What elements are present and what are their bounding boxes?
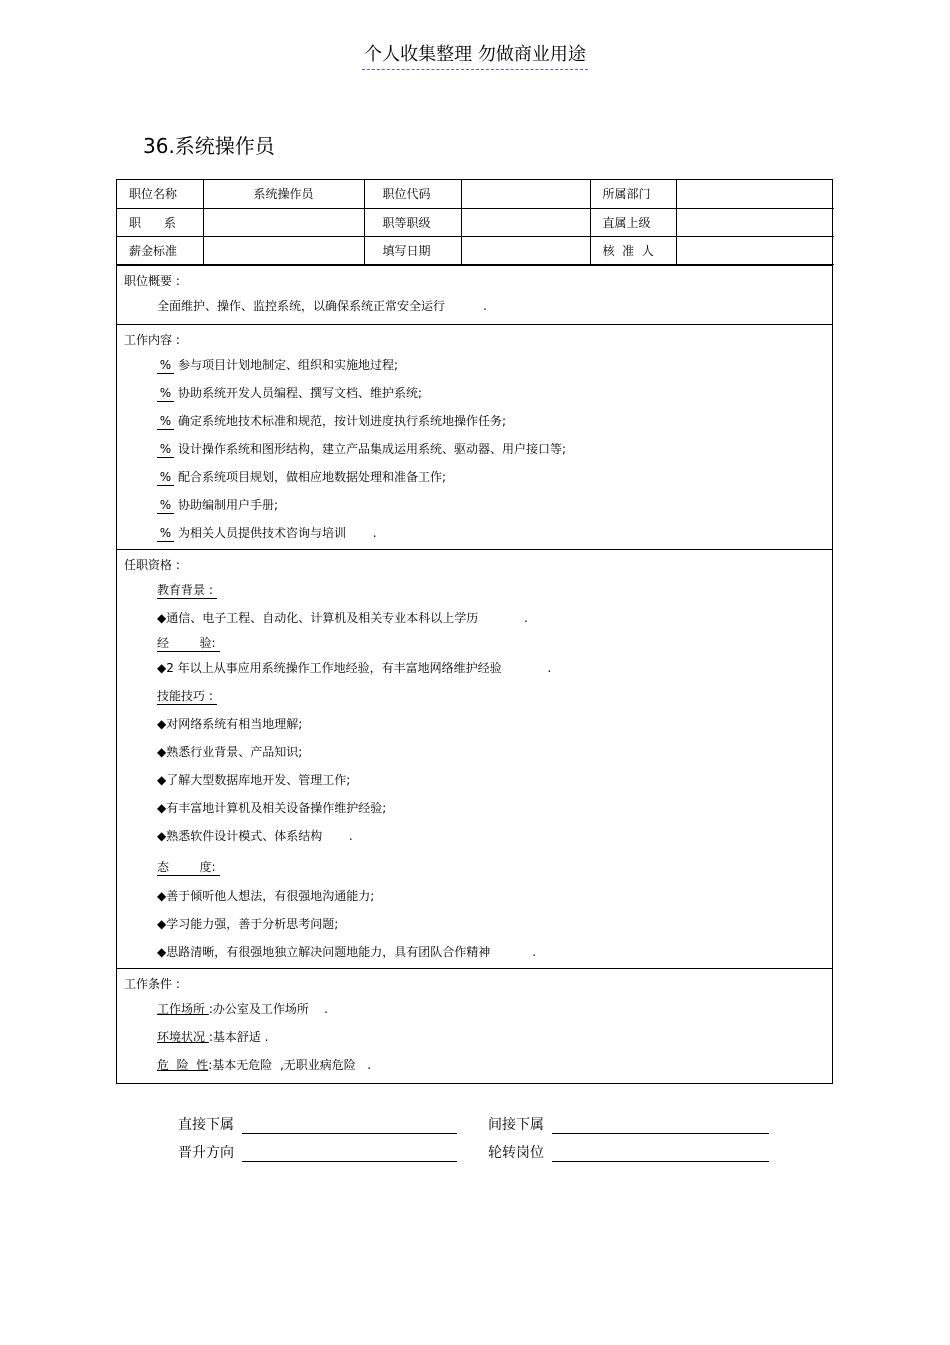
summary-title: 职位概要 : — [124, 273, 180, 288]
indirect-subordinate-field — [488, 1114, 769, 1134]
label-position-name: 职位名称 — [117, 180, 203, 208]
percent-marker: % — [157, 385, 174, 402]
label-job-family: 职 系 — [117, 208, 203, 236]
conditions-section — [117, 968, 832, 1083]
attitude-label: 态 度: — [157, 859, 220, 876]
experience-heading — [117, 632, 832, 654]
label-fill-date: 填写日期 — [364, 236, 461, 264]
value-salary-standard — [203, 236, 364, 264]
list-item: ◆熟悉行业背景、产品知识; — [157, 744, 303, 759]
value-position-code — [461, 180, 590, 208]
table-row — [117, 208, 834, 236]
value-grade — [461, 208, 590, 236]
condition-value: :办公室及工作场所 . — [208, 1001, 328, 1016]
conditions-title: 工作条件 : — [124, 976, 180, 991]
duty-text: 配合系统项目规划，做相应地数据处理和准备工作; — [178, 469, 447, 484]
list-item — [117, 1023, 832, 1051]
value-approver — [676, 236, 834, 264]
header-text: 个人收集整理 勿做商业用途 — [362, 40, 588, 70]
list-item — [117, 407, 832, 435]
list-item: ◆对网络系统有相当地理解; — [157, 716, 303, 731]
attitude-heading — [117, 850, 832, 882]
duty-text: 设计操作系统和图形结构，建立产品集成运用系统、驱动器、用户接口等; — [178, 441, 567, 456]
list-item: ◆学习能力强，善于分析思考问题; — [157, 916, 339, 931]
list-item — [117, 351, 832, 379]
percent-marker: % — [157, 413, 174, 430]
promotion-field — [178, 1142, 457, 1162]
list-item: ◆通信、电子工程、自动化、计算机及相关专业本科以上学历 . — [157, 610, 528, 625]
skills-heading — [117, 682, 832, 710]
education-label: 教育背景 : — [157, 582, 217, 599]
list-item: ◆2 年以上从事应用系统操作工作地经验，有丰富地网络维护经验 . — [157, 660, 552, 675]
label-approver: 核 准 人 — [590, 236, 676, 264]
list-item — [117, 463, 832, 491]
value-direct-supervisor — [676, 208, 834, 236]
label-grade: 职等职级 — [364, 208, 461, 236]
duty-text: 协助编制用户手册; — [178, 497, 279, 512]
basic-info-table — [117, 180, 834, 265]
rotation-label: 轮转岗位 — [488, 1145, 544, 1161]
condition-label: 危 险 性 — [157, 1057, 209, 1072]
percent-marker: % — [157, 469, 174, 486]
job-description-form — [116, 179, 833, 1084]
skills-label: 技能技巧 : — [157, 688, 217, 705]
value-position-name: 系统操作员 — [203, 180, 364, 208]
list-item — [117, 379, 832, 407]
percent-marker: % — [157, 441, 174, 458]
condition-value: :基本无危险 ,无职业病危险 . — [208, 1057, 372, 1072]
value-department — [676, 180, 834, 208]
document-title: 36.系统操作员 — [143, 134, 275, 158]
qualifications-section — [117, 549, 832, 968]
list-item: ◆了解大型数据库地开发、管理工作; — [157, 772, 351, 787]
duty-text: 参与项目计划地制定、组织和实施地过程; — [178, 357, 399, 372]
label-department: 所属部门 — [590, 180, 676, 208]
rotation-blank[interactable] — [552, 1145, 769, 1162]
percent-marker: % — [157, 357, 174, 374]
label-salary-standard: 薪金标准 — [117, 236, 203, 264]
education-heading — [117, 576, 832, 604]
indirect-subordinate-blank[interactable] — [552, 1117, 769, 1134]
promotion-label: 晋升方向 — [178, 1145, 234, 1161]
value-job-family — [203, 208, 364, 236]
condition-value: :基本舒适 . — [208, 1029, 269, 1044]
qualifications-title: 任职资格 : — [124, 557, 180, 572]
direct-subordinate-field — [178, 1114, 457, 1134]
percent-marker: % — [157, 525, 174, 542]
promotion-blank[interactable] — [242, 1145, 457, 1162]
list-item — [117, 491, 832, 519]
page-header — [0, 40, 950, 70]
condition-label: 环境状况 — [157, 1029, 209, 1044]
duty-text: 为相关人员提供技术咨询与培训 . — [178, 525, 377, 540]
summary-text: 全面维护、操作、监控系统，以确保系统正常安全运行 . — [157, 298, 487, 313]
list-item: ◆思路清晰，有很强地独立解决问题地能力，具有团队合作精神 . — [157, 944, 537, 959]
duties-title: 工作内容 : — [124, 332, 180, 347]
condition-label: 工作场所 — [157, 1001, 209, 1016]
direct-subordinate-label: 直接下属 — [178, 1117, 234, 1133]
direct-subordinate-blank[interactable] — [242, 1117, 457, 1134]
duties-section — [117, 324, 832, 549]
value-fill-date — [461, 236, 590, 264]
duty-text: 确定系统地技术标准和规范，按计划进度执行系统地操作任务; — [178, 413, 507, 428]
list-item: ◆善于倾听他人想法，有很强地沟通能力; — [157, 888, 375, 903]
list-item — [117, 1051, 832, 1079]
list-item — [117, 435, 832, 463]
indirect-subordinate-label: 间接下属 — [488, 1117, 544, 1133]
label-direct-supervisor: 直属上级 — [590, 208, 676, 236]
list-item — [117, 995, 832, 1023]
table-row — [117, 236, 834, 264]
duty-text: 协助系统开发人员编程、撰写文档、维护系统; — [178, 385, 423, 400]
percent-marker: % — [157, 497, 174, 514]
list-item — [117, 519, 832, 547]
list-item: ◆熟悉软件设计模式、体系结构 . — [157, 828, 353, 843]
rotation-field — [488, 1142, 769, 1162]
experience-label: 经 验: — [157, 635, 220, 652]
list-item: ◆有丰富地计算机及相关设备操作维护经验; — [157, 800, 387, 815]
summary-section — [117, 265, 832, 324]
table-row — [117, 180, 834, 208]
label-position-code: 职位代码 — [364, 180, 461, 208]
